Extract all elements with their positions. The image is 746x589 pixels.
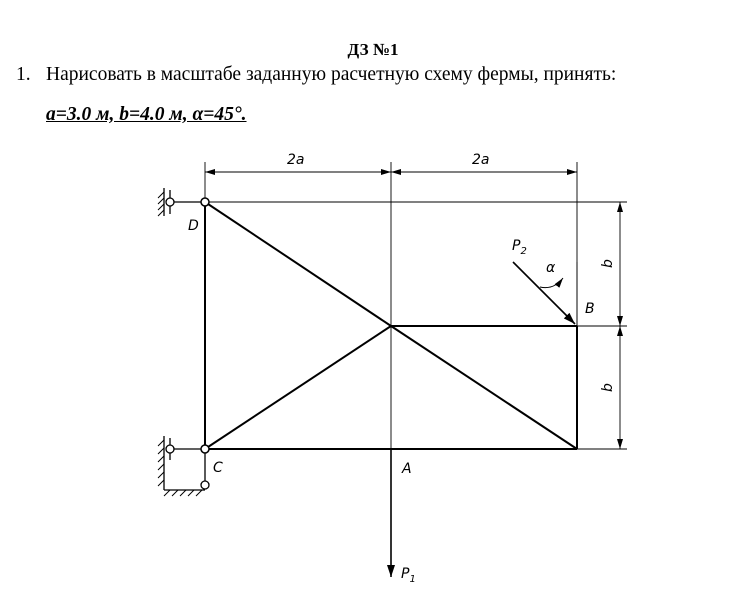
node-label-D: D: [188, 218, 199, 234]
member-D-E: [205, 202, 391, 326]
dimension-lines: [205, 162, 627, 540]
angle-alpha-arc: [540, 278, 563, 288]
dim-label-b-upper: b: [600, 259, 616, 268]
angle-label-alpha: α: [546, 260, 556, 276]
member-C-E: [205, 326, 391, 449]
member-E-F: [391, 326, 577, 449]
dim-label-2a-right: 2a: [472, 152, 490, 168]
document-title: ДЗ №1: [347, 40, 399, 59]
joint-C: [201, 445, 209, 453]
dim-label-b-lower: b: [600, 383, 616, 392]
dim-label-2a-left: 2a: [287, 152, 305, 168]
task-parameters: a=3.0 м, b=4.0 м, α=45°.: [46, 104, 247, 125]
node-label-B: B: [585, 301, 595, 317]
task-number: 1.: [16, 64, 31, 85]
support-D: [158, 188, 205, 216]
force-label-P1: $P_1$: [401, 566, 416, 585]
node-label-C: C: [213, 460, 223, 476]
task-text: Нарисовать в масштабе заданную расчетную схему фермы, принять:: [46, 64, 617, 85]
force-label-P2: $P_2$: [512, 238, 527, 257]
joint-D: [201, 198, 209, 206]
force-P2-arrow: [513, 262, 575, 324]
support-C: [158, 436, 209, 496]
node-label-A: A: [402, 461, 412, 477]
